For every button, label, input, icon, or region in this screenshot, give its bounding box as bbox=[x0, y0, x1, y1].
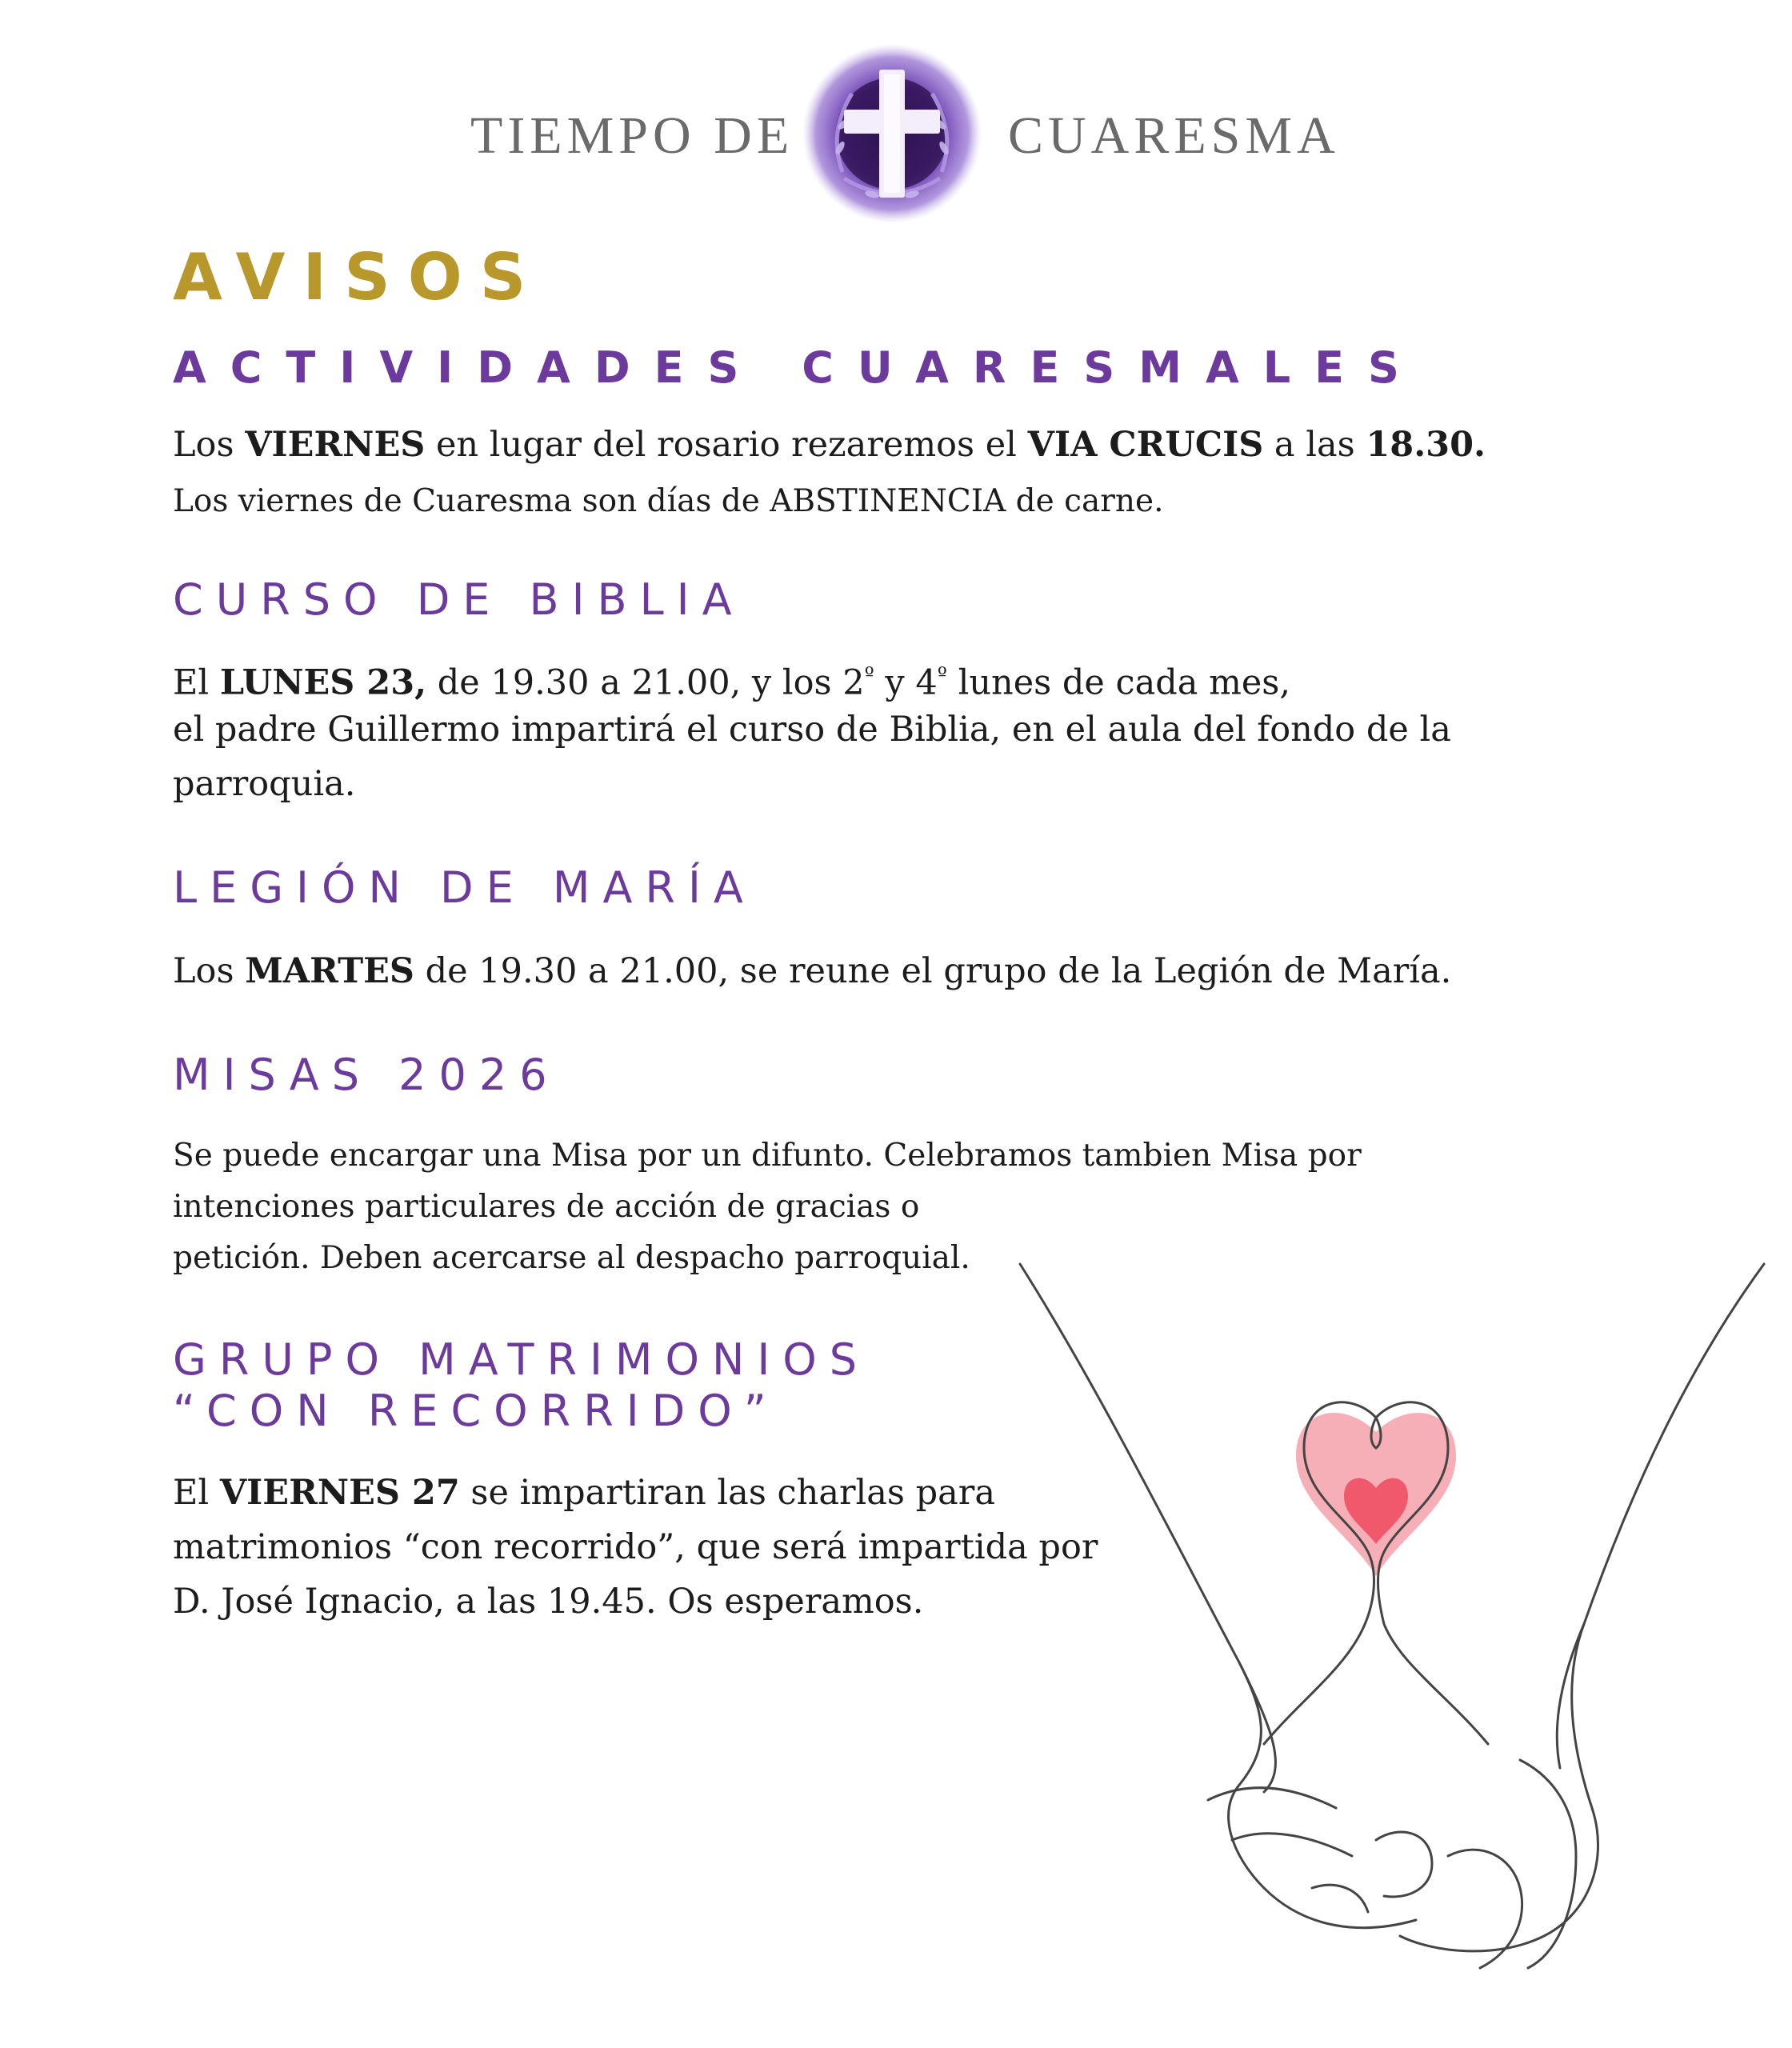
misas-line-2: intenciones particulares de acción de gracias o bbox=[173, 1189, 920, 1225]
heading-misas-2026: MISAS 2026 bbox=[173, 1050, 560, 1100]
heading-actividades-cuaresmales: ACTIVIDADES CUARESMALES bbox=[173, 342, 1423, 393]
matrimonios-line-1: El VIERNES 27 se impartiran las charlas para bbox=[173, 1473, 996, 1513]
biblia-line-1: El LUNES 23, de 19.30 a 21.00, y los $2^º$ y $4^º$ lunes de cada mes, bbox=[173, 662, 1291, 703]
heading-curso-de-biblia: CURSO DE BIBLIA bbox=[173, 574, 745, 625]
heading-legion-de-maria: LEGIÓN DE MARÍA bbox=[173, 862, 756, 913]
misas-line-3: petición. Deben acercarse al despacho parroquial. bbox=[173, 1240, 970, 1276]
holding-hands-heart-icon bbox=[1000, 1248, 1792, 2048]
biblia-line-3: parroquia. bbox=[173, 764, 356, 804]
actividades-line-1: Los VIERNES en lugar del rosario rezaremos el VIA CRUCIS a las 18.30. bbox=[173, 425, 1486, 465]
heading-grupo-matrimonios: GRUPO MATRIMONIOS bbox=[173, 1334, 870, 1385]
page-title: AVISOS bbox=[173, 240, 544, 314]
matrimonios-line-3: D. José Ignacio, a las 19.45. Os esperamos. bbox=[173, 1582, 924, 1622]
header-word-tiempo-de: TIEMPO DE bbox=[470, 106, 794, 165]
misas-line-1: Se puede encargar una Misa por un difunto. Celebramos tambien Misa por bbox=[173, 1138, 1362, 1174]
matrimonios-line-2: matrimonios “con recorrido”, que será impartida por bbox=[173, 1527, 1098, 1567]
heading-con-recorrido: “CON RECORRIDO” bbox=[173, 1386, 779, 1436]
actividades-line-2: Los viernes de Cuaresma son días de ABSTINENCIA de carne. bbox=[173, 483, 1164, 519]
purple-cross-wreath-icon bbox=[796, 36, 988, 228]
biblia-line-2: el padre Guillermo impartirá el curso de Biblia, en el aula del fondo de la bbox=[173, 710, 1451, 750]
header-word-cuaresma: CUARESMA bbox=[1008, 106, 1340, 165]
legion-line-1: Los MARTES de 19.30 a 21.00, se reune el grupo de la Legión de María. bbox=[173, 951, 1452, 991]
